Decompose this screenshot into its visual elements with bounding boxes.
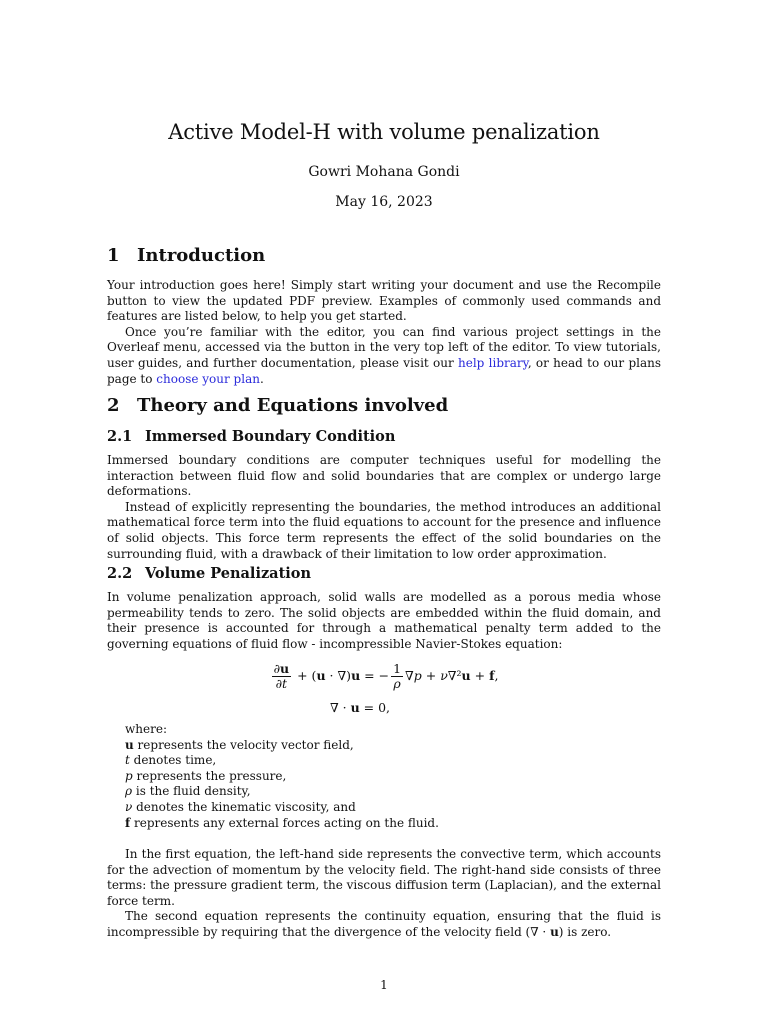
section-number: 2 <box>107 395 120 416</box>
continuity-equation: ∇ · u = 0, <box>329 700 391 715</box>
subsection-heading-immersed-boundary <box>107 428 395 445</box>
paragraph: Instead of explicitly representing the boundaries, the method introduces an additional mathematical force term into the fluid equations to account for the presence and influence of solid objects. This force term represents the effect of the solid boundaries on the surrounding fluid, with a drawback of their limitation to low order approximation. <box>107 499 661 561</box>
variable-definitions <box>125 722 439 831</box>
definition-item: ρ is the fluid density, <box>125 784 251 799</box>
navier-stokes-equation: $\frac{\partial u}{\partial t}$ + (u · ∇)u = − $\frac{1}{\rho}$ ∇p + ν∇²u + f, <box>273 661 499 691</box>
paragraph: In volume penalization approach, solid walls are modelled as a porous media whose permeability tends to zero. The solid objects are embedded within the fluid domain, and their presence is accounted for through a mathematical penalty term added to the governing equations of fluid flow - incompressible Navier-Stokes equation: <box>107 590 661 651</box>
paper-author: Gowri Mohana Gondi <box>308 164 460 180</box>
subsection-number: 2.1 <box>107 428 133 445</box>
subsection-title: Volume Penalization <box>145 565 311 582</box>
section-title: Introduction <box>137 245 266 266</box>
section-heading-theory <box>107 395 448 416</box>
definition-item: u represents the velocity vector field, <box>125 737 354 752</box>
paragraph-text: Once you’re familiar with the editor, you can find various project settings in the Overleaf menu, accessed via the button in the very top left of the editor. To view tutorials, user guides, and further documentation, please visit our <box>107 324 661 370</box>
section-heading-introduction <box>107 245 265 266</box>
page-number: 1 <box>380 978 388 992</box>
paragraph: In the first equation, the left-hand side represents the convective term, which accounts for the advection of momentum by the velocity field. The right-hand side consists of three terms: the pressure gradient term, the viscous diffusion term (Laplacian), and the external force term. <box>107 847 661 908</box>
section-number: 1 <box>107 245 120 266</box>
subsection-heading-volume-penalization <box>107 565 311 582</box>
definition-item: t denotes time, <box>125 753 217 768</box>
paragraph: Immersed boundary conditions are computer techniques useful for modelling the interaction between fluid flow and solid boundaries that are complex or undergo large deformations. <box>107 453 661 499</box>
paragraph-text: . <box>259 371 264 386</box>
paragraph: Your introduction goes here! Simply start writing your document and use the Recompile button to view the updated PDF preview. Examples of commonly used commands and features are listed below, to help you get started. <box>107 278 661 324</box>
volume-penalization-discussion <box>107 847 661 941</box>
volume-penalization-body <box>107 590 661 652</box>
paragraph <box>107 325 661 387</box>
paragraph: The second equation represents the continuity equation, ensuring that the fluid is incompressible by requiring that the divergence of the velocity field (∇ · u) is zero. <box>107 909 661 939</box>
immersed-boundary-body <box>107 453 661 562</box>
introduction-body <box>107 278 661 387</box>
paper-title: Active Model-H with volume penalization <box>168 120 600 144</box>
where-label: where: <box>125 722 167 736</box>
subsection-title: Immersed Boundary Condition <box>145 428 396 445</box>
definition-item: p represents the pressure, <box>125 768 287 783</box>
definition-item: ν denotes the kinematic viscosity, and <box>125 799 356 814</box>
choose-plan-link[interactable]: choose your plan <box>156 371 260 386</box>
definition-item: f represents any external forces acting on the fluid. <box>125 815 439 830</box>
paper-date: May 16, 2023 <box>335 194 433 210</box>
help-library-link[interactable]: help library <box>458 355 528 370</box>
subsection-number: 2.2 <box>107 565 133 582</box>
paragraph-text: , or head to our plans page to <box>107 355 661 386</box>
section-title: Theory and Equations involved <box>137 395 449 416</box>
